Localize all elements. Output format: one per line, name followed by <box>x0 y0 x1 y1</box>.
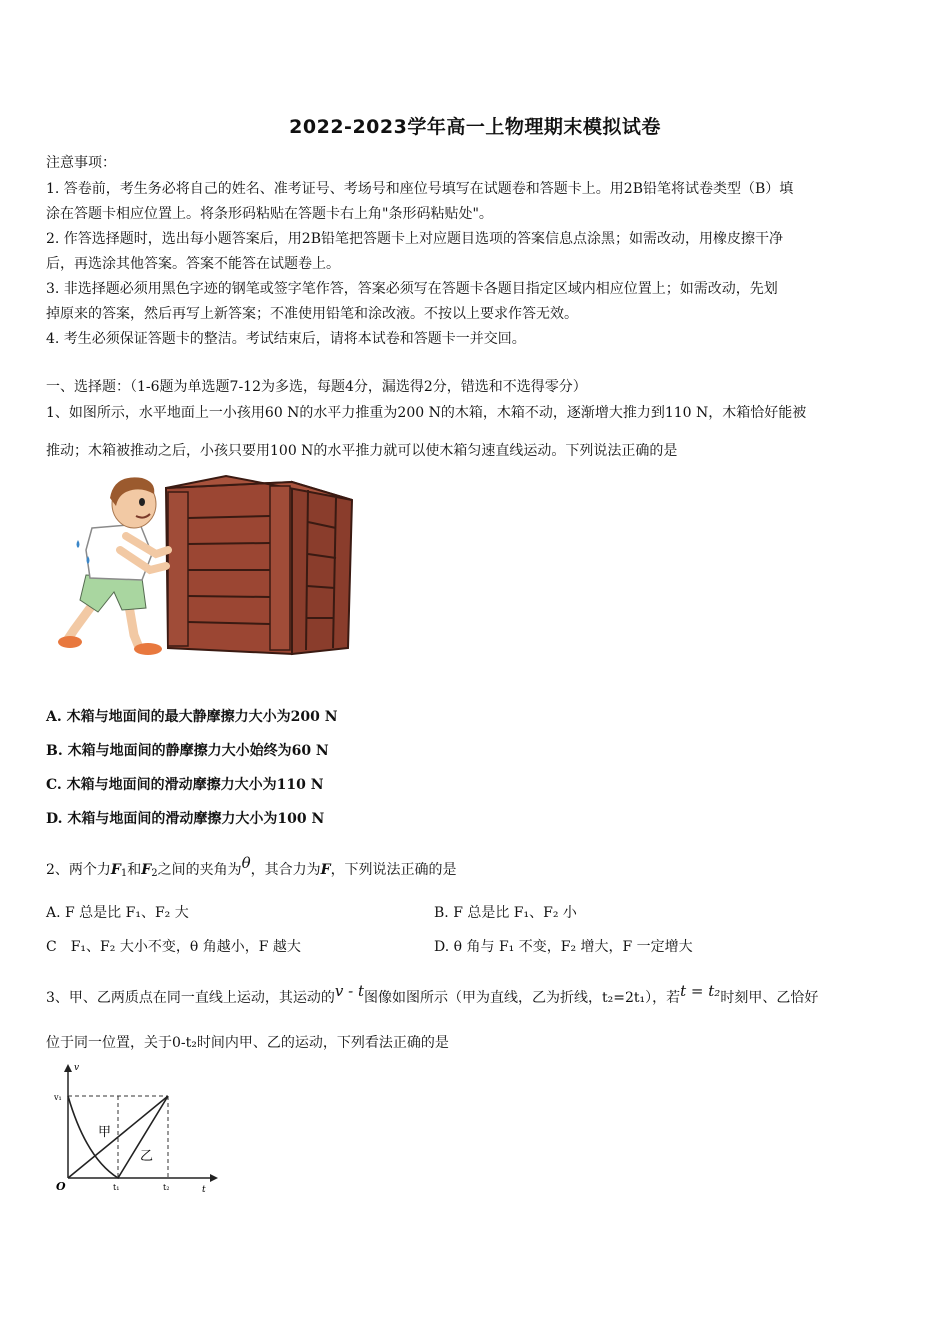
q3-stem-text: 3、甲、乙两质点在同一直线上运动，其运动的 <box>46 990 335 1006</box>
q2-f: F <box>320 862 331 878</box>
vt-graph-svg <box>50 1062 220 1197</box>
page-title: 2022-2023学年高一上物理期末模拟试卷 <box>289 116 661 138</box>
q2-stem-text: 2、两个力 <box>46 862 111 878</box>
q2-option-a: A. F 总是比 F₁、F₂ 大 <box>46 905 189 921</box>
q2-theta: θ <box>241 854 251 872</box>
q1-option-d: D. 木箱与地面间的滑动摩擦力大小为100 N <box>46 811 325 827</box>
q1-option-a: A. 木箱与地面间的最大静摩擦力大小为200 N <box>46 709 338 725</box>
t-axis-arrow <box>210 1174 218 1182</box>
section-heading: 一、选择题：（1-6题为单选题7-12为多选，每题4分，漏选得2分，错选和不选得零分） <box>46 379 587 395</box>
notice-line: 3. 非选择题必须用黑色字迹的钢笔或签字笔作答，答案必须写在答题卡各题目指定区域内相应位置上；如需改动，先划 <box>46 281 778 297</box>
t2-label: t₂ <box>163 1183 170 1192</box>
q2-stem-text: 之间的夹角为 <box>157 862 242 878</box>
q2-stem <box>46 854 908 879</box>
notice-line: 掉原来的答案，然后再写上新答案；不准使用铅笔和涂改液。不按以上要求作答无效。 <box>46 306 578 322</box>
v-axis-label: v <box>74 1063 80 1073</box>
q2-f2: F <box>141 862 152 878</box>
notice-line: 后，再选涂其他答案。答案不能答在试题卷上。 <box>46 256 340 272</box>
q3-vt: v - t <box>334 982 365 1000</box>
notice-line: 1. 答卷前，考生务必将自己的姓名、准考证号、考场号和座位号填写在试题卷和答题卡上。用2B铅笔将试卷类型（B）填 <box>46 181 794 197</box>
notice-line: 4. 考生必须保证答题卡的整洁。考试结束后，请将本试卷和答题卡一并交回。 <box>46 331 526 347</box>
jia-label: 甲 <box>98 1125 112 1140</box>
q1-stem-line1: 1、如图所示，水平地面上一小孩用60 N的水平力推重为200 N的木箱，木箱不动，逐渐增大推力到110 N，木箱恰好能被 <box>46 405 807 421</box>
t1-label: t₁ <box>113 1183 120 1192</box>
q1-option-c: C. 木箱与地面间的滑动摩擦力大小为110 N <box>46 777 324 793</box>
q1-option-b: B. 木箱与地面间的静摩擦力大小始终为60 N <box>46 743 329 759</box>
q2-option-b: B. F 总是比 F₁、F₂ 小 <box>434 905 577 921</box>
q2-option-c: C F₁、F₂ 大小不变，θ 角越小，F 越大 <box>46 939 301 955</box>
q2-stem-text: ，其合力为 <box>250 862 321 878</box>
q2-stem-text: ，下列说法正确的是 <box>330 862 457 878</box>
q3-vt-graph <box>50 1062 220 1201</box>
q2-option-d: D. θ 角与 F₁ 不变，F₂ 增大，F 一定增大 <box>434 939 693 955</box>
q3-stem-text: 图像如图所示（甲为直线，乙为折线，t₂=2t₁），若 <box>364 990 681 1006</box>
yi-label: 乙 <box>140 1149 154 1164</box>
q1-stem-line2: 推动；木箱被推动之后，小孩只要用100 N的水平推力就可以使木箱匀速直线运动。下列说法正确的是 <box>46 443 678 459</box>
q1-figure-child-pushing-crate <box>56 470 366 669</box>
notice-line: 涂在答题卡相应位置上。将条形码粘贴在答题卡右上角"条形码粘贴处"。 <box>46 206 493 222</box>
q3-stem-text: 时刻甲、乙恰好 <box>720 990 819 1006</box>
q3-stem-line2: 位于同一位置，关于0-t₂时间内甲、乙的运动，下列看法正确的是 <box>46 1035 449 1051</box>
t-axis-label: t <box>202 1185 206 1195</box>
notice-line: 2. 作答选择题时，选出每小题答案后，用2B铅笔把答题卡上对应题目选项的答案信息点涂黑；如需改动，用橡皮擦干净 <box>46 231 783 247</box>
q3-stem-line1 <box>46 982 908 1007</box>
origin-label: O <box>56 1180 66 1193</box>
q2-f1: F <box>110 862 121 878</box>
q2-f1-sub: 1 <box>120 868 128 879</box>
q2-and: 和 <box>127 862 142 878</box>
v-axis-arrow <box>64 1064 72 1072</box>
q3-t-eq-t2: t = t₂ <box>680 982 721 1000</box>
notice-heading: 注意事项： <box>46 155 116 171</box>
q2-f2-sub: 2 <box>151 868 158 879</box>
crate-illustration <box>56 470 366 665</box>
v1-label: v₁ <box>54 1093 62 1102</box>
